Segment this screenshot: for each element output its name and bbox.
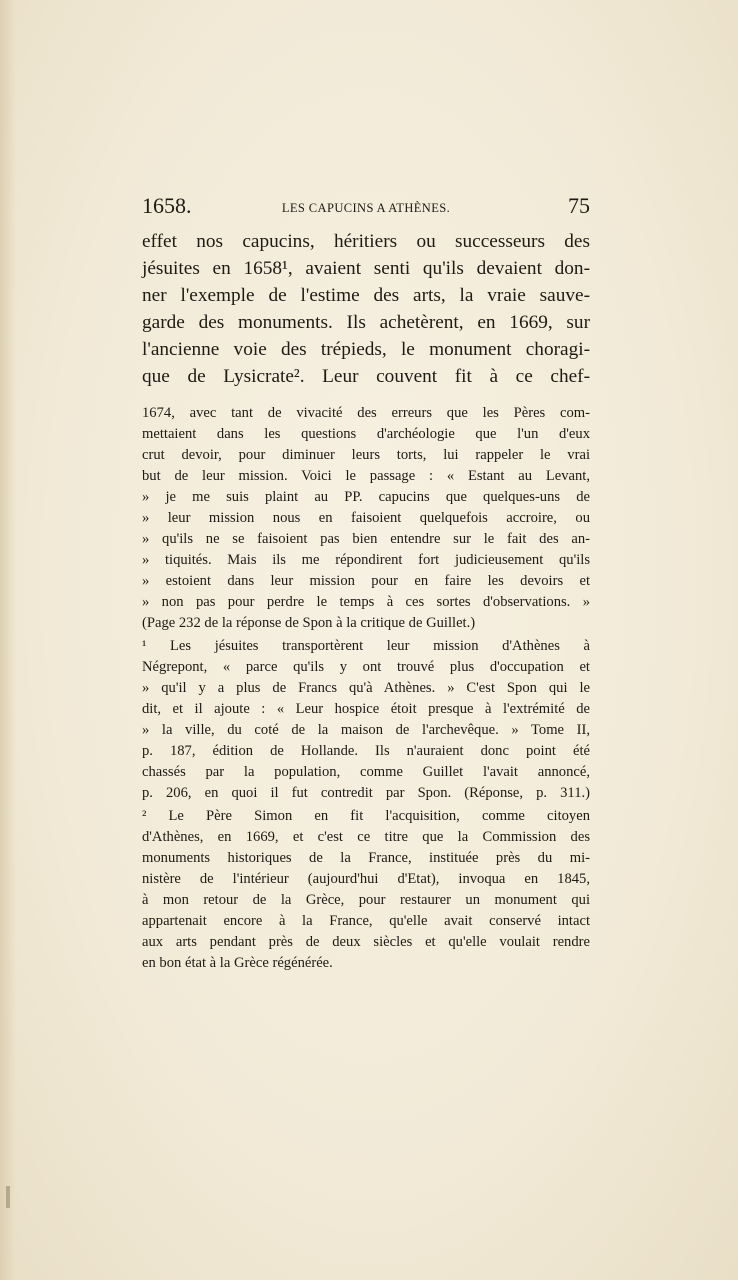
main-line: ner l'exemple de l'estime des arts, la vraie sauve-: [142, 285, 590, 306]
footnote-line: dit, et il ajoute : « Leur hospice étoit presque à l'extrémité de: [142, 701, 590, 717]
footnote-line: crut devoir, pour diminuer leurs torts, lui rappeler le vrai: [142, 447, 590, 463]
footnote-line: mettaient dans les questions d'archéologie que l'un d'eux: [142, 426, 590, 442]
footnote-line: » je me suis plaint au PP. capucins que quelques-uns de: [142, 489, 590, 505]
main-line: l'ancienne voie des trépieds, le monument choragi-: [142, 339, 590, 360]
footnote-line: p. 187, édition de Hollande. Ils n'auraient donc point été: [142, 743, 590, 759]
footnote-line: Négrepont, « parce qu'ils y ont trouvé plus d'occupation et: [142, 659, 590, 675]
paper-blemish: [6, 1186, 10, 1208]
footnote-line: » qu'ils ne se faisoient pas bien entendre sur le fait des an-: [142, 531, 590, 547]
main-line: jésuites en 1658¹, avaient senti qu'ils devaient don-: [142, 258, 590, 279]
footnote-line: » tiquités. Mais ils me répondirent fort judicieusement qu'ils: [142, 552, 590, 568]
footnote-line: 1674, avec tant de vivacité des erreurs que les Pères com-: [142, 405, 590, 421]
footnote-line: (Page 232 de la réponse de Spon à la critique de Guillet.): [142, 615, 476, 631]
footnote-line: aux arts pendant près de deux siècles et qu'elle voulait rendre: [142, 934, 590, 950]
running-title: LES CAPUCINS A ATHÈNES.: [281, 201, 451, 215]
footnote-line: » leur mission nous en faisoient quelquefois accroire, ou: [142, 510, 590, 526]
footnote-line: » qu'il y a plus de Francs qu'à Athènes. » C'est Spon qui le: [142, 680, 590, 696]
footnote-line: nistère de l'intérieur (aujourd'hui d'Etat), invoqua en 1845,: [142, 871, 590, 887]
footnote-line: monuments historiques de la France, instituée près du mi-: [142, 850, 590, 866]
page-number: 75: [568, 193, 590, 218]
footnote-line: » la ville, du coté de la maison de l'archevêque. » Tome II,: [142, 722, 590, 738]
footnote-line: » estoient dans leur mission pour en faire les devoirs et: [142, 573, 590, 589]
footnote-line: ² Le Père Simon en fit l'acquisition, comme citoyen: [142, 808, 590, 824]
footnote-line: but de leur mission. Voici le passage : « Estant au Levant,: [142, 468, 590, 484]
main-line: que de Lysicrate². Leur couvent fit à ce chef-: [142, 366, 590, 387]
main-line: effet nos capucins, héritiers ou successeurs des: [142, 231, 590, 252]
footnote-line: chassés par la population, comme Guillet l'avait annoncé,: [142, 764, 590, 780]
page-header: [142, 193, 590, 223]
footnote-line: p. 206, en quoi il fut contredit par Spon. (Réponse, p. 311.): [142, 785, 590, 801]
footnote-line: en bon état à la Grèce régénérée.: [142, 955, 333, 971]
footnote-line: d'Athènes, en 1669, et c'est ce titre que la Commission des: [142, 829, 590, 845]
main-line: garde des monuments. Ils achetèrent, en 1669, sur: [142, 312, 590, 333]
footnote-line: à mon retour de la Grèce, pour restaurer un monument qui: [142, 892, 590, 908]
footnote-line: ¹ Les jésuites transportèrent leur mission d'Athènes à: [142, 638, 590, 654]
header-year: 1658.: [142, 193, 192, 218]
footnote-line: appartenait encore à la France, qu'elle avait conservé intact: [142, 913, 590, 929]
footnote-line: » non pas pour perdre le temps à ces sortes d'observations. »: [142, 594, 590, 610]
